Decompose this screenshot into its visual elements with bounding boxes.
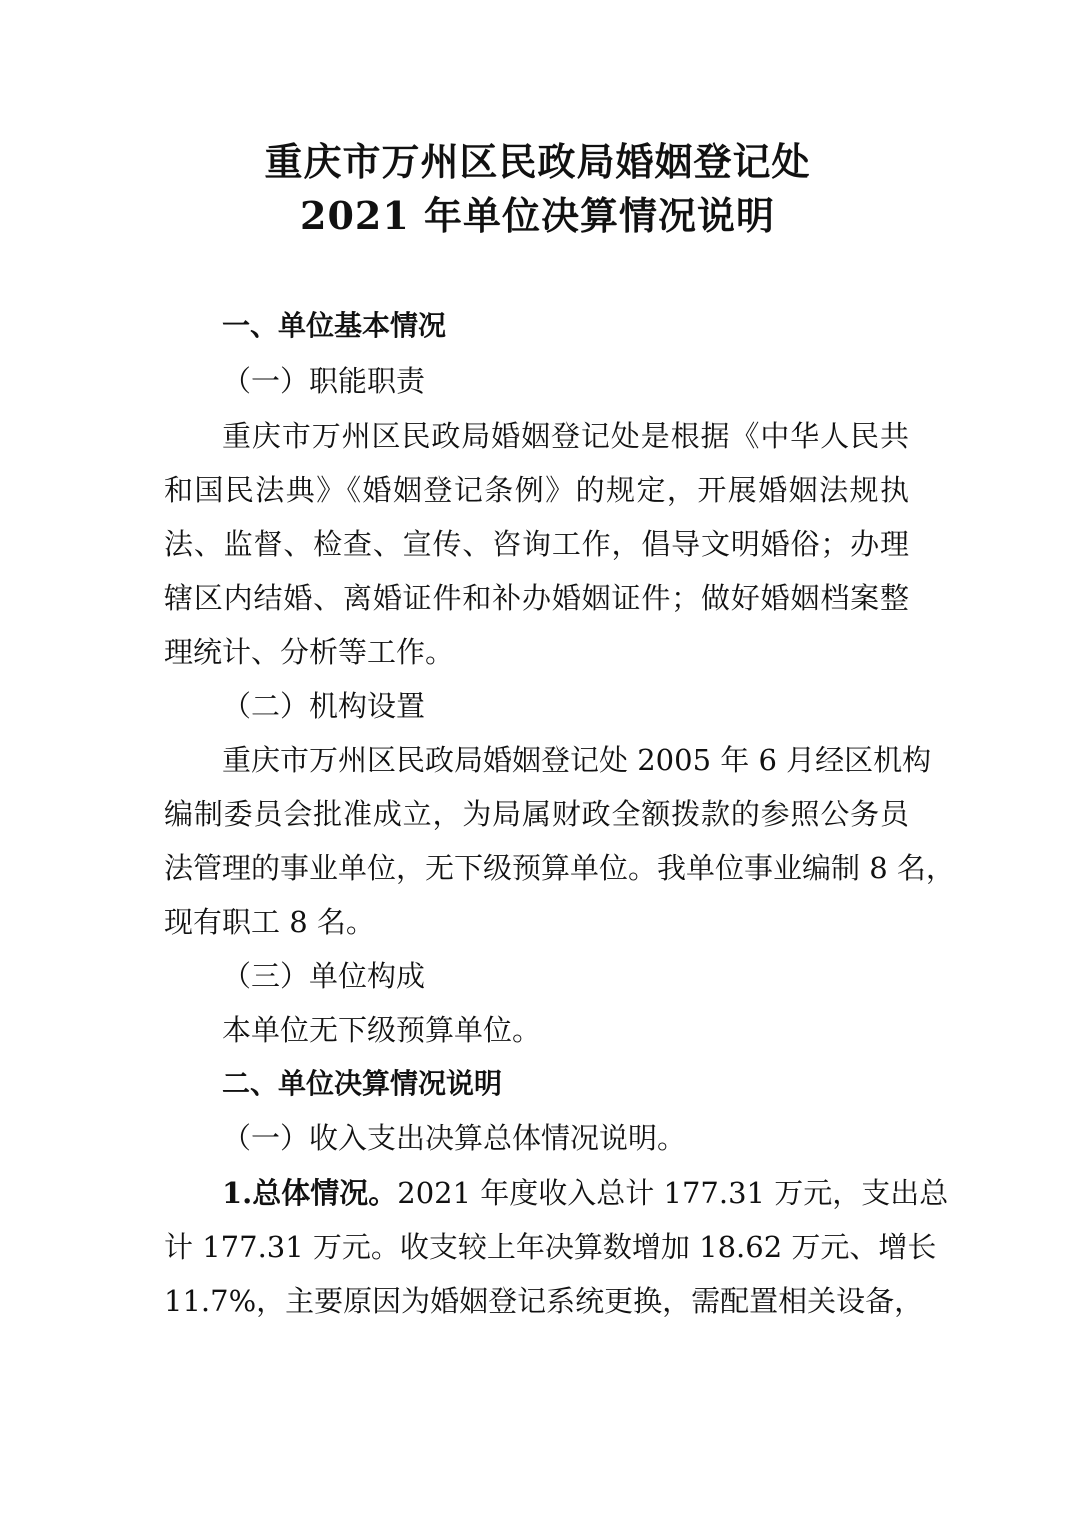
paragraph-line: 计 177.31 万元。收支较上年决算数增加 18.62 万元、增长 bbox=[164, 1230, 937, 1264]
paragraph-line: 法、监督、检查、宣传、咨询工作，倡导文明婚俗；办理 bbox=[164, 527, 909, 561]
section1-sub2-heading: （二）机构设置 bbox=[222, 689, 426, 723]
section1-sub1-heading: （一）职能职责 bbox=[222, 364, 426, 398]
section2-sub1-heading: （一）收入支出决算总体情况说明。 bbox=[222, 1121, 687, 1155]
section1-heading: 一、单位基本情况 bbox=[222, 309, 447, 342]
paragraph-line: 11.7%，主要原因为婚姻登记系统更换，需配置相关设备， bbox=[164, 1284, 924, 1318]
paragraph-line: 编制委员会批准成立，为局属财政全额拨款的参照公务员 bbox=[164, 797, 909, 831]
paragraph-lead: 1.总体情况。 bbox=[222, 1176, 398, 1210]
section1-sub3-heading: （三）单位构成 bbox=[222, 959, 426, 993]
paragraph-line: 和国民法典》《婚姻登记条例》的规定，开展婚姻法规执 bbox=[164, 473, 909, 507]
paragraph-line: 法管理的事业单位，无下级预算单位。我单位事业编制 8 名， bbox=[164, 851, 955, 885]
paragraph-line: 理统计、分析等工作。 bbox=[164, 635, 455, 669]
paragraph-line: 本单位无下级预算单位。 bbox=[222, 1013, 542, 1047]
paragraph-line: 重庆市万州区民政局婚姻登记处 2005 年 6 月经区机构 bbox=[222, 743, 932, 777]
paragraph-line: 重庆市万州区民政局婚姻登记处是根据《中华人民共 bbox=[222, 419, 909, 453]
paragraph-line: 现有职工 8 名。 bbox=[164, 905, 375, 939]
paragraph-line bbox=[222, 1173, 949, 1213]
document-title-line2: 2021 年单位决算情况说明 bbox=[300, 193, 775, 238]
document-title-line1: 重庆市万州区民政局婚姻登记处 bbox=[264, 139, 811, 184]
paragraph-text: 2021 年度收入总计 177.31 万元，支出总 bbox=[397, 1176, 949, 1210]
section2-heading: 二、单位决算情况说明 bbox=[222, 1067, 503, 1100]
paragraph-line: 辖区内结婚、离婚证件和补办婚姻证件；做好婚姻档案整 bbox=[164, 581, 909, 615]
